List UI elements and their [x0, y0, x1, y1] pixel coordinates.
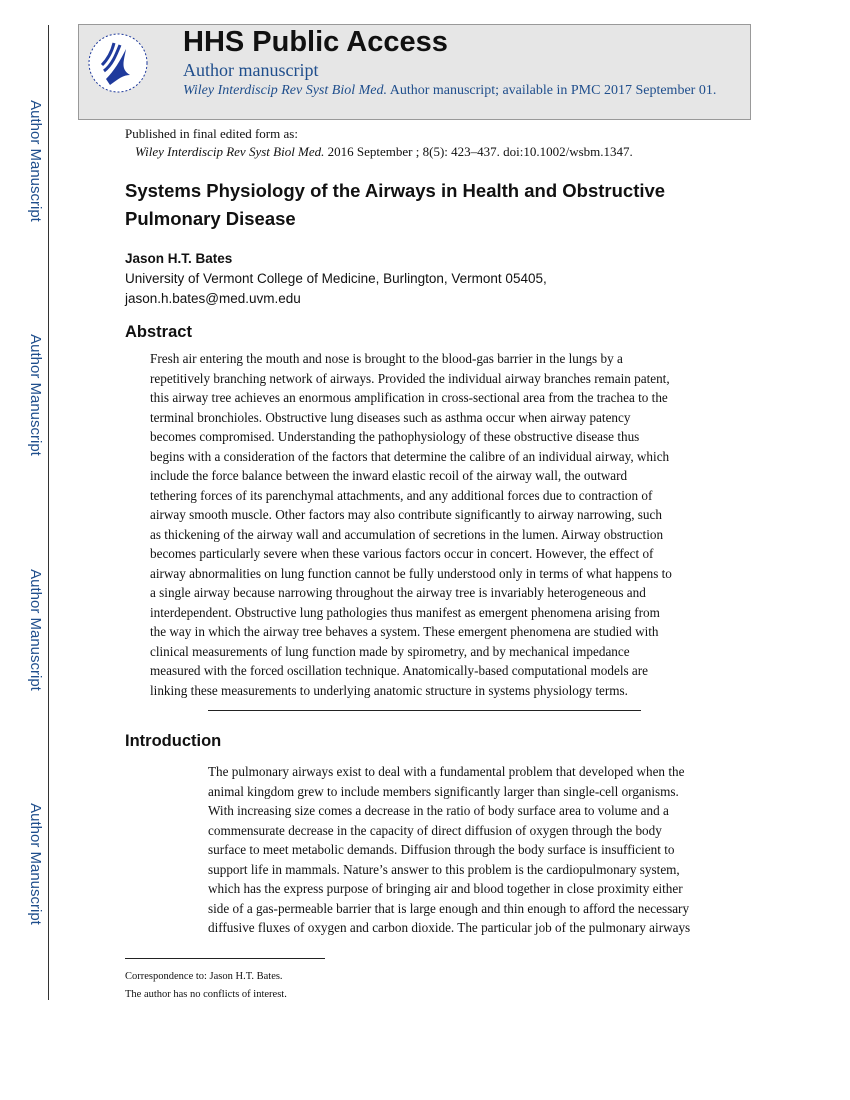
- text-line: linking these measurements to underlying anatomic structure in systems physiology terms.: [150, 682, 628, 698]
- text-line: include the force balance between the inward elastic recoil of the airway wall, the outward: [150, 468, 628, 483]
- footnote-divider: [125, 958, 325, 959]
- text-line: Fresh air entering the mouth and nose is brought to the blood-gas barrier in the lungs by a: [150, 351, 623, 366]
- text-line: commensurate decrease in the capacity of direct diffusion of oxygen through the body: [208, 822, 662, 838]
- footnote-conflicts: The author has no conflicts of interest.: [125, 989, 287, 1000]
- text-line: becomes particularly severe when these various factors occur in concert. However, the effect of: [150, 546, 654, 561]
- text-line: The pulmonary airways exist to deal with a fundamental problem that developed when the: [208, 764, 685, 779]
- journal-name: Wiley Interdiscip Rev Syst Biol Med.: [183, 83, 387, 98]
- abstract-divider: [208, 710, 641, 711]
- published-info: [125, 125, 633, 161]
- citation: [125, 143, 633, 161]
- hhs-eagle-logo-icon: [86, 31, 150, 95]
- text-line: side of a gas-permeable barrier that is large enough and thin enough to afford the necessary: [208, 900, 690, 916]
- text-line: becomes compromised. Understanding the pathophysiology of these obstructive disease thus: [150, 429, 640, 444]
- text-line: clinical measurements of lung function made by spirometry, and by mechanical impedance: [150, 643, 630, 659]
- text-line: a single airway because narrowing throughout the airway tree is invariably heterogeneous and: [150, 585, 646, 600]
- text-line: repetitively branching network of airways. Provided the individual airway branches remain patent,: [150, 370, 670, 386]
- text-line: this airway tree achieves an enormous amplification in cross-sectional area from the trachea to the: [150, 390, 668, 405]
- author-block: [125, 249, 547, 309]
- header-subtitle: Author manuscript: [183, 60, 319, 80]
- text-line: airway abnormalities on lung function cannot be fully understood only in terms of what happens to: [150, 565, 672, 581]
- text-line: airway smooth muscle. Other factors may also contribute significantly to airway narrowing, such: [150, 507, 662, 522]
- author-affiliation: University of Vermont College of Medicine, Burlington, Vermont 05405,: [125, 271, 547, 286]
- author-manuscript-label: Author Manuscript: [27, 100, 44, 222]
- text-line: as thickening of the airway wall and accumulation of secretions in the lumen. Airway obstruction: [150, 526, 664, 542]
- author-manuscript-label: Author Manuscript: [27, 569, 44, 691]
- text-line: terminal bronchioles. Obstructive lung diseases such as asthma occur when airway patency: [150, 409, 631, 425]
- abstract-heading: Abstract: [125, 323, 192, 341]
- citation-details: 2016 September ; 8(5): 423–437. doi:10.1002/wsbm.1347.: [324, 144, 633, 159]
- footnotes: [125, 968, 287, 1004]
- availability-text: Author manuscript; available in PMC 2017 September 01.: [386, 83, 717, 98]
- text-line: begins with a consideration of the factors that determine the calibre of an individual airway, which: [150, 448, 670, 464]
- author-manuscript-label: Author Manuscript: [27, 334, 44, 456]
- introduction-heading: Introduction: [125, 732, 222, 750]
- introduction-body: [208, 762, 690, 938]
- text-line: which has the express purpose of bringing air and blood together in close proximity either: [208, 881, 683, 896]
- text-line: measured with the forced oscillation technique. Anatomically-based computational models are: [150, 663, 649, 678]
- footnote-correspondence: Correspondence to: Jason H.T. Bates.: [125, 971, 283, 982]
- text-line: surface to meet metabolic demands. Diffusion through the body surface is insufficient to: [208, 842, 675, 857]
- published-label: Published in final edited form as:: [125, 126, 298, 141]
- text-line: interdependent. Obstructive lung pathologies thus manifest as emergent phenomena arising from: [150, 604, 660, 620]
- margin-divider: [48, 25, 49, 1000]
- text-line: support life in mammals. Nature’s answer to this problem is the cardiopulmonary system,: [208, 861, 680, 877]
- text-line: tethering forces of its parenchymal attachments, and any additional forces due to contraction of: [150, 487, 653, 503]
- text-line: diffusive fluxes of oxygen and carbon dioxide. The particular job of the pulmonary airways: [208, 920, 691, 935]
- author-email[interactable]: jason.h.bates@med.uvm.edu: [125, 291, 301, 306]
- abstract-body: [150, 349, 672, 700]
- text-line: the way in which the airway tree behaves a system. These emergent phenomena are studied with: [150, 624, 659, 639]
- author-manuscript-label: Author Manuscript: [27, 803, 44, 925]
- author-name: Jason H.T. Bates: [125, 251, 233, 266]
- citation-journal: Wiley Interdiscip Rev Syst Biol Med.: [135, 144, 325, 159]
- journal-availability: [183, 81, 753, 100]
- article-title: Systems Physiology of the Airways in Health and Obstructive Pulmonary Disease: [125, 180, 666, 229]
- text-line: With increasing size comes a decrease in the ratio of body surface area to volume and a: [208, 803, 669, 818]
- text-line: animal kingdom grew to include members significantly larger than single-cell organisms.: [208, 783, 679, 799]
- hhs-title: HHS Public Access: [183, 26, 448, 58]
